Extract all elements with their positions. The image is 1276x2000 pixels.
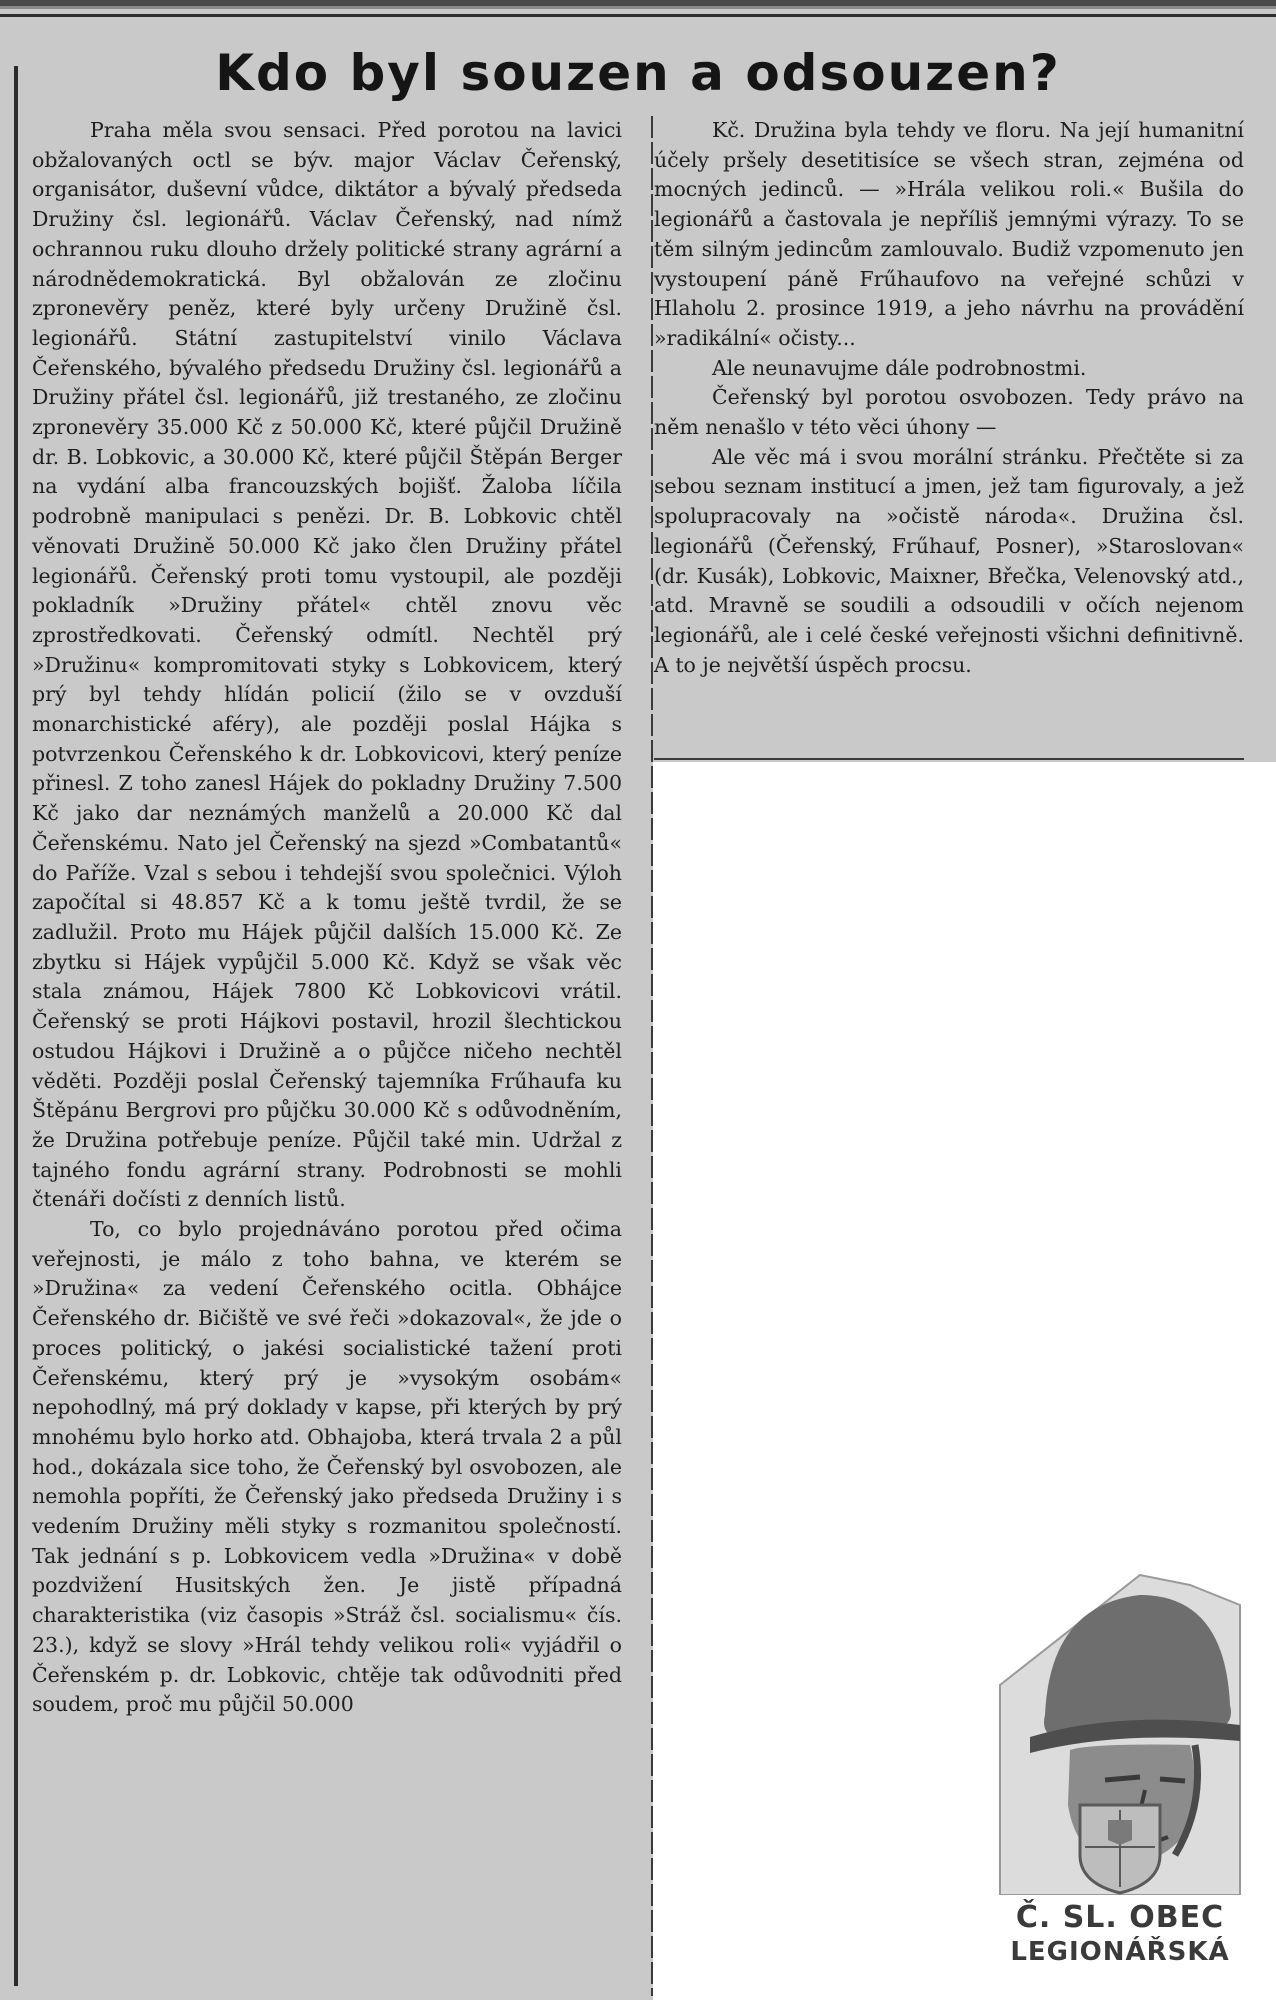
article-column-left: [32, 116, 622, 1720]
legionnaire-helmet-emblem: [990, 1565, 1250, 1980]
emblem-text-line1: Č. SL. OBEC: [1015, 1900, 1225, 1935]
article-paragraph: Ale věc má i svou morální stránku. Přečtěte si za sebou seznam institucí a jmen, jež tam figurovaly, a jež spolupracovaly na »očistě národa«. Družina čsl. legionářů (Čeřenský, Frűhauf, Posner), »Staroslovan« (dr. Kusák), Lobkovic, Maixner, Břečka, Velenovský atd., atd. Mravně se soudili a odsoudili v očích nejenom legionářů, ale i celé české veřejnosti všichni definitivně. A to je největší úspěch procsu.: [654, 444, 1244, 677]
article-paragraph: Ale neunavujme dále podrobnostmi.: [712, 355, 1087, 380]
helmet-emblem-icon: [990, 1565, 1250, 1895]
left-margin-bar: [14, 66, 18, 1986]
article-paragraph: Čeřenský byl porotou osvobozen. Tedy právo na něm nenašlo v této věci úhony —: [654, 385, 1244, 440]
article-paragraph: To, co bylo projednáváno porotou před očima veřejnosti, je málo z toho bahna, ve kterém se »Družina« za vedení Čeřenského ocitla. Obhájce Čeřenského dr. Bičiště ve své řeči »dokazoval«, že jde o proces politický, o jakési socialistické tažení proti Čeřenskému, který prý je »vysokým osobám« nepohodlný, má prý doklady v kapse, při kterých by prý mnohému bylo horko atd. Obhajoba, která trvala 2 a půl hod., dokázala sice toho, že Čeřenský byl osvobozen, ale nemohla popříti, že Čeřenský jako předseda Družiny i s vedením Družiny měli styky s rozmanitou společností. Tak jednání s p. Lobkovicem vedla »Družina« v době pozdvižení Husitských žen. Je jistě případná charakteristika (viz časopis »Stráž čsl. socialismu« čís. 23.), když se slovy »Hrál tehdy velikou roli« vyjádřil o Čeřenském p. dr. Lobkovic, chtěje tak odůvodniti před soudem, proč mu půjčil 50.000: [32, 1217, 622, 1717]
emblem-text-line2: LEGIONÁŘSKÁ: [1010, 1937, 1230, 1967]
article-column-right: [654, 116, 1244, 680]
column-end-rule: [654, 758, 1244, 760]
article-paragraph: Kč. Družina byla tehdy ve floru. Na její humanitní účely pršely desetitisíce se všech stran, zejména od mocných jedinců. — »Hrála velikou roli.« Bušila do legionářů a častovala je nepříliš jemnými výrazy. To se těm silným jedincům zamlouvalo. Budiž vzpomenuto jen vystoupení páně Frűhaufovo na veřejné schůzi v Hlaholu 2. prosince 1919, a jeho návrhu na provádění »radikální« očisty...: [654, 118, 1244, 350]
top-rule: [0, 0, 1276, 20]
article-paragraph: Praha měla svou sensaci. Před porotou na lavici obžalovaných octl se býv. major Václav Čeřenský, organisátor, duševní vůdce, diktátor a bývalý předseda Družiny čsl. legionářů. Václav Čeřenský, nad nímž ochrannou ruku dlouho držely politické strany agrární a národnědemokratická. Byl obžalován ze zločinu zpronevěry peněz, které byly určeny Družině čsl. legionářů. Státní zastupitelství vinilo Václava Čeřenského, bývalého předsedu Družiny čsl. legionářů a Družiny přátel čsl. legionářů, již trestaného, ze zločinu zpronevěry 35.000 Kč z 50.000 Kč, které půjčil Družině dr. B. Lobkovic, a 30.000 Kč, které půjčil Štěpán Berger na vydání alba francouzských bojišť. Žaloba líčila podrobně manipulaci s penězi. Dr. B. Lobkovic chtěl věnovati Družině 50.000 Kč jako člen Družiny přátel legionářů. Čeřenský proti tomu vystoupil, ale později pokladník »Družiny přátel« chtěl znovu věc zprostředkovati. Čeřenský odmítl. Nechtěl prý »Družinu« kompromitovati styky s Lobkovicem, který prý byl tehdy hlídán policií (žilo se v ovzduší monarchistické aféry), ale později poslal Hájka s potvrzenkou Čeřenského k dr. Lobkovicovi, který peníze přinesl. Z toho zanesl Hájek do pokladny Družiny 7.500 Kč jako dar neznámých manželů a 20.000 Kč dal Čeřenskému. Nato jel Čeřenský na sjezd »Combatantů« do Paříže. Vzal s sebou i tehdejší svou společnici. Výloh započítal si 48.857 Kč a k tomu ještě tvrdil, že se zadlužil. Proto mu Hájek půjčil dalších 15.000 Kč. Ze zbytku si Hájek vypůjčil 5.000 Kč. Když se však věc stala známou, Hájek 7800 Kč Lobkovicovi vrátil. Čeřenský se proti Hájkovi postavil, hrozil šlechtickou ostudou Hájkovi i Družině a o půjčce ničeho nechtěl věděti. Později poslal Čeřenský tajemníka Frűhaufa ku Štěpánu Bergrovi pro půjčku 30.000 Kč s odůvodněním, že Družina potřebuje peníze. Půjčil také min. Udržal z tajného fondu agrární strany. Podrobnosti se mohli čtenáři dočísti z denních listů.: [32, 118, 622, 1212]
article-headline: Kdo byl souzen a odsouzen?: [215, 44, 1061, 102]
